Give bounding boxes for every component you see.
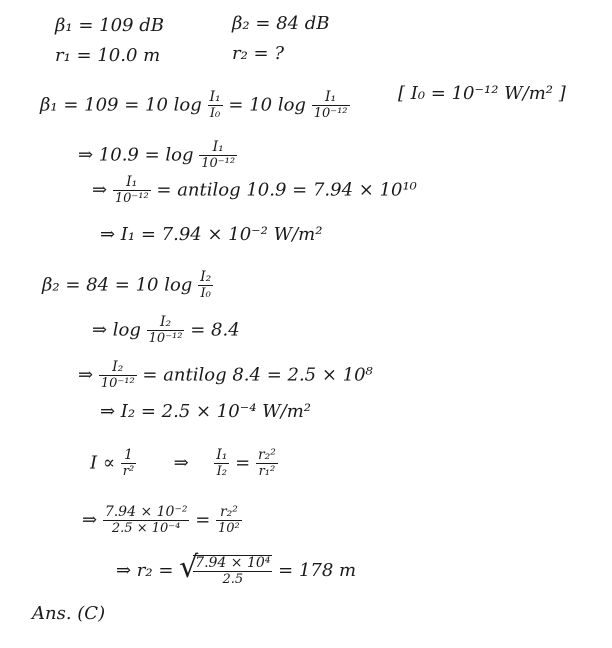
given-beta1: β₁ = 109 dB xyxy=(55,15,164,36)
eq-antilog-8-4: ⇒ $\frac{\text{I₂}}{\text{10⁻¹²}}$ = antilog 8.4 = 2.5 × 10⁸ xyxy=(78,359,373,391)
fraction-I1-over-10-12: $\frac{\text{I₁}}{\text{10⁻¹²}}$ xyxy=(313,89,348,121)
eq-I1-result: ⇒ I₁ = 7.94 × 10⁻² W/m² xyxy=(100,224,323,245)
eq-I2-result: ⇒ I₂ = 2.5 × 10⁻⁴ W/m² xyxy=(100,401,311,422)
given-beta2: β₂ = 84 dB xyxy=(232,13,330,34)
square-root: √ $\frac{\text{7.94 × 10⁴}}{2.5}$ xyxy=(179,550,271,587)
eq-beta2-log: β₂ = 84 = 10 log $\frac{\text{I₂}}{\text{I₀}}$ xyxy=(42,269,212,301)
given-r1: r₁ = 10.0 m xyxy=(55,45,161,66)
eq-r2-result: ⇒ r₂ = √ $\frac{\text{7.94 × 10⁴}}{2.5}$ = 178 m xyxy=(116,550,357,587)
answer-label: Ans. (C) xyxy=(32,603,106,624)
eq-inverse-square: I ∝ $\frac{1}{\text{r²}}$ ⇒ $\frac{\text{I₁}}{\text{I₂}}$ = $\frac{\text{r₂²}}{\text{r₁²}}$ xyxy=(90,447,276,479)
reference-intensity-note: [ I₀ = 10⁻¹² W/m² ] xyxy=(398,83,566,104)
eq-ratio-substitution: ⇒ $\frac{\text{7.94 × 10⁻²}}{\text{2.5 × 10⁻⁴}}$ = $\frac{\text{r₂²}}{\text{10²}}$ xyxy=(82,504,240,536)
given-r2: r₂ = ? xyxy=(232,43,284,64)
fraction-I1-over-I0: $\frac{\text{I₁}}{\text{I₀}}$ xyxy=(209,89,221,121)
eq-antilog-10-9: ⇒ $\frac{\text{I₁}}{\text{10⁻¹²}}$ = antilog 10.9 = 7.94 × 10¹⁰ xyxy=(92,174,417,206)
eq-log-10-9: ⇒ 10.9 = log $\frac{\text{I₁}}{\text{10⁻¹²}}$ xyxy=(78,139,236,171)
eq-log-8-4: ⇒ log $\frac{\text{I₂}}{\text{10⁻¹²}}$ = 8.4 xyxy=(92,314,240,346)
eq-beta1-log: β₁ = 109 = 10 log $\frac{\text{I₁}}{\text{I₀}}$ = 10 log $\frac{\text{I₁}}{\text{10⁻¹²}}$ xyxy=(40,89,348,121)
